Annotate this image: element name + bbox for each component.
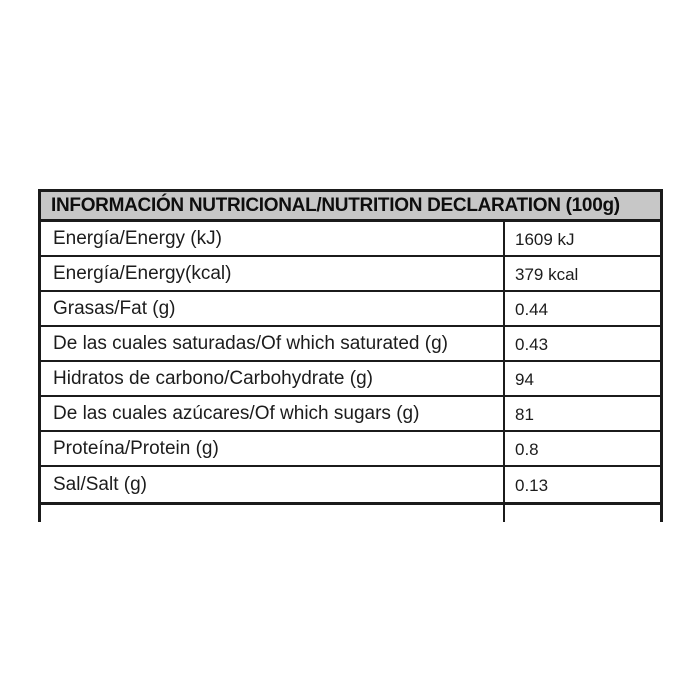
nutrition-table	[38, 189, 663, 522]
table-row	[41, 327, 660, 362]
nutrient-label: Hidratos de carbono/Carbohydrate (g)	[53, 367, 374, 389]
nutrient-value: 0.43	[503, 327, 660, 360]
nutrient-label: De las cuales azúcares/Of which sugars (g)	[53, 402, 420, 424]
cropped-column-divider	[503, 505, 505, 522]
nutrient-label: Sal/Salt (g)	[53, 473, 147, 495]
table-row	[41, 432, 660, 467]
cropped-partial-row	[38, 505, 663, 522]
nutrient-value: 379 kcal	[503, 257, 660, 290]
nutrient-value: 81	[503, 397, 660, 430]
table-row	[41, 362, 660, 397]
nutrient-value: 94	[503, 362, 660, 395]
nutrient-value: 1609 kJ	[503, 222, 660, 255]
nutrient-label: De las cuales saturadas/Of which saturated (g)	[53, 332, 448, 354]
table-row	[41, 467, 660, 502]
nutrient-label: Energía/Energy(kcal)	[53, 262, 232, 284]
nutrient-value: 0.44	[503, 292, 660, 325]
table-row	[41, 397, 660, 432]
table-row	[41, 292, 660, 327]
nutrient-label: Grasas/Fat (g)	[53, 297, 176, 319]
nutrition-table-title: INFORMACIÓN NUTRICIONAL/NUTRITION DECLARATION (100g)	[41, 192, 660, 222]
table-rows	[41, 222, 660, 502]
table-row	[41, 222, 660, 257]
nutrient-value: 0.13	[503, 467, 660, 502]
nutrient-label: Energía/Energy (kJ)	[53, 227, 222, 249]
table-row	[41, 257, 660, 292]
nutrient-label: Proteína/Protein (g)	[53, 437, 219, 459]
nutrient-value: 0.8	[503, 432, 660, 465]
nutrition-table-main	[38, 189, 663, 505]
